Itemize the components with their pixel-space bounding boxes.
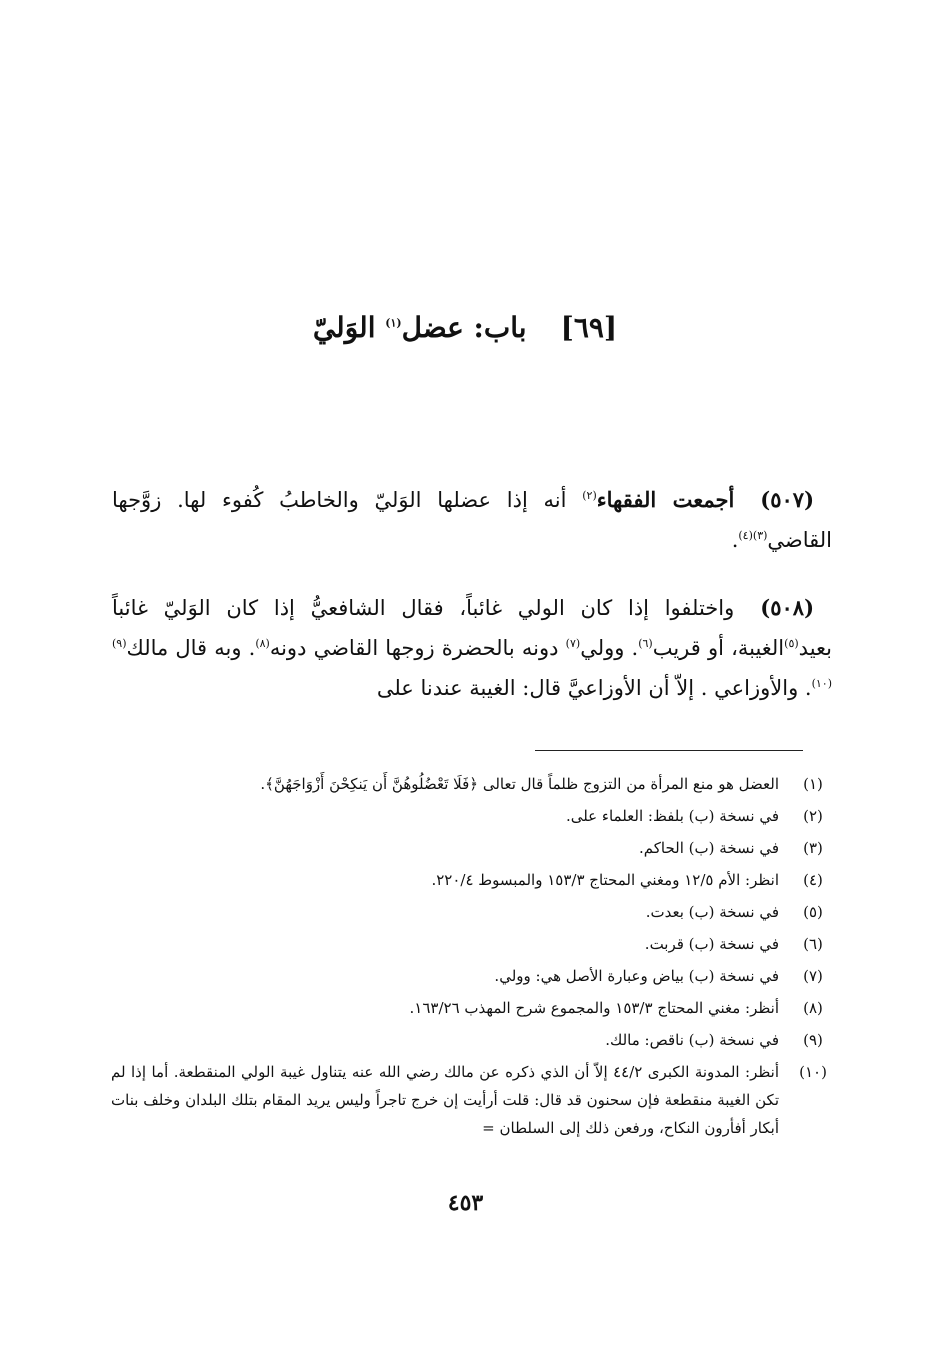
footnote-divider bbox=[535, 750, 803, 751]
footnote-ref: (٩)(١٠) bbox=[112, 637, 832, 690]
footnote-ref: (١) bbox=[385, 316, 402, 330]
footnote-1 bbox=[111, 768, 835, 800]
footnote-text: أنظر: مغني المحتاج ١٥٣/٣ والمجموع شرح المهذب ١٦٣/٢٦. bbox=[409, 999, 779, 1017]
footnote-9 bbox=[111, 1024, 835, 1056]
paragraph-segment: . والأوزاعي . إلاّ أن الأوزاعيَّ قال: الغيبة عندنا على bbox=[376, 676, 812, 700]
footnote-number: (١) bbox=[803, 775, 823, 793]
paragraph-segment: أنه إذا عضلها الوَليّ والخاطبُ كُفوء لها. زوَّجها القاضي bbox=[112, 488, 832, 552]
footnote-text: في نسخة (ب) الحاكم. bbox=[639, 839, 779, 857]
footnote-7 bbox=[111, 960, 835, 992]
footnote-number: (٦) bbox=[803, 935, 823, 953]
footnote-ref: (٨) bbox=[255, 637, 270, 650]
footnote-number: (٢) bbox=[803, 807, 823, 825]
footnote-text: في نسخة (ب) بياض وعبارة الأصل هي: وولي. bbox=[494, 967, 779, 985]
footnote-ref: (٧) bbox=[565, 637, 581, 650]
page-number: ٤٥٣ bbox=[447, 1190, 484, 1216]
chapter-title-start: باب: عضل bbox=[401, 311, 527, 344]
footnote-ref: (٥) bbox=[784, 637, 799, 650]
footnote-number: (٨) bbox=[803, 999, 823, 1017]
footnote-2 bbox=[111, 800, 835, 832]
paragraph-segment: دونه بالحضرة زوجها القاضي دونه bbox=[269, 636, 566, 660]
paragraph-segment: . وولي bbox=[580, 636, 639, 660]
footnote-number: (٥) bbox=[803, 903, 823, 921]
footnote-5 bbox=[111, 896, 835, 928]
footnote-text: أنظر: المدونة الكبرى ٤٤/٢ إلاّ أن الذي ذكره عن مالك رضي الله عنه يتناول غيبة الولي المنقطعة. أما إذا لم تكن الغيبة منقطعة فإن سحنون قد قال: قلت أرأيت إن خرج تاجراً وليس يريد المقام بتلك البلدان وخلف بنات أبكار أفأرون النكاح، ورفعن ذلك إلى السلطان = bbox=[111, 1063, 779, 1137]
footnote-ref: (٦) bbox=[638, 637, 653, 650]
paragraph-segment: واختلفوا إذا كان الولي غائباً، فقال الشافعيُّ إذا كان الوَليّ غائباً بعيد bbox=[112, 596, 833, 660]
footnotes bbox=[111, 768, 835, 1142]
footnote-4 bbox=[111, 864, 835, 896]
footnote-text: في نسخة (ب) قربت. bbox=[644, 935, 779, 953]
paragraph-segment: . وبه قال مالك bbox=[126, 636, 256, 660]
footnote-6 bbox=[111, 928, 835, 960]
footnote-number: (٩) bbox=[803, 1031, 823, 1049]
footnote-text: في نسخة (ب) ناقص: مالك. bbox=[605, 1031, 779, 1049]
chapter-heading bbox=[160, 306, 770, 350]
paragraph-507 bbox=[112, 480, 832, 560]
footnote-number: (٣) bbox=[803, 839, 823, 857]
paragraph-number: (٥٠٧) bbox=[760, 487, 814, 512]
footnote-text: انظر: الأم ١٢/٥ ومغني المحتاج ١٥٣/٣ والمبسوط ٢٢٠/٤. bbox=[431, 871, 779, 889]
footnote-8 bbox=[111, 992, 835, 1024]
footnote-number: (١٠) bbox=[799, 1063, 827, 1081]
footnote-3 bbox=[111, 832, 835, 864]
footnote-ref: (٣)(٤) bbox=[738, 529, 768, 542]
paragraph-508 bbox=[112, 588, 832, 708]
footnote-10 bbox=[111, 1056, 835, 1142]
footnote-text: في نسخة (ب) بلفظ: العلماء على. bbox=[565, 807, 779, 825]
paragraph-segment: . bbox=[731, 528, 739, 552]
chapter-title-end: الوَليّ bbox=[312, 311, 386, 344]
paragraph-number: (٥٠٨) bbox=[760, 595, 814, 620]
chapter-number: [٦٩] bbox=[560, 311, 618, 344]
paragraph-segment: الغيبة، أو قريب bbox=[652, 636, 785, 660]
paragraph-segment: أجمعت الفقهاء bbox=[596, 487, 735, 512]
footnote-ref: (٢) bbox=[582, 489, 597, 502]
footnote-text: العضل هو منع المرأة من التزوج ظلماً قال تعالى ﴿فَلَا تَعْضُلُوهُنَّ أَن يَنكِحْنَ أَزْوَاجَهُنَّ﴾. bbox=[260, 775, 779, 793]
chapter-title bbox=[313, 311, 527, 344]
footnote-number: (٧) bbox=[803, 967, 823, 985]
footnote-number: (٤) bbox=[803, 871, 823, 889]
footnote-text: في نسخة (ب) بعدت. bbox=[645, 903, 779, 921]
